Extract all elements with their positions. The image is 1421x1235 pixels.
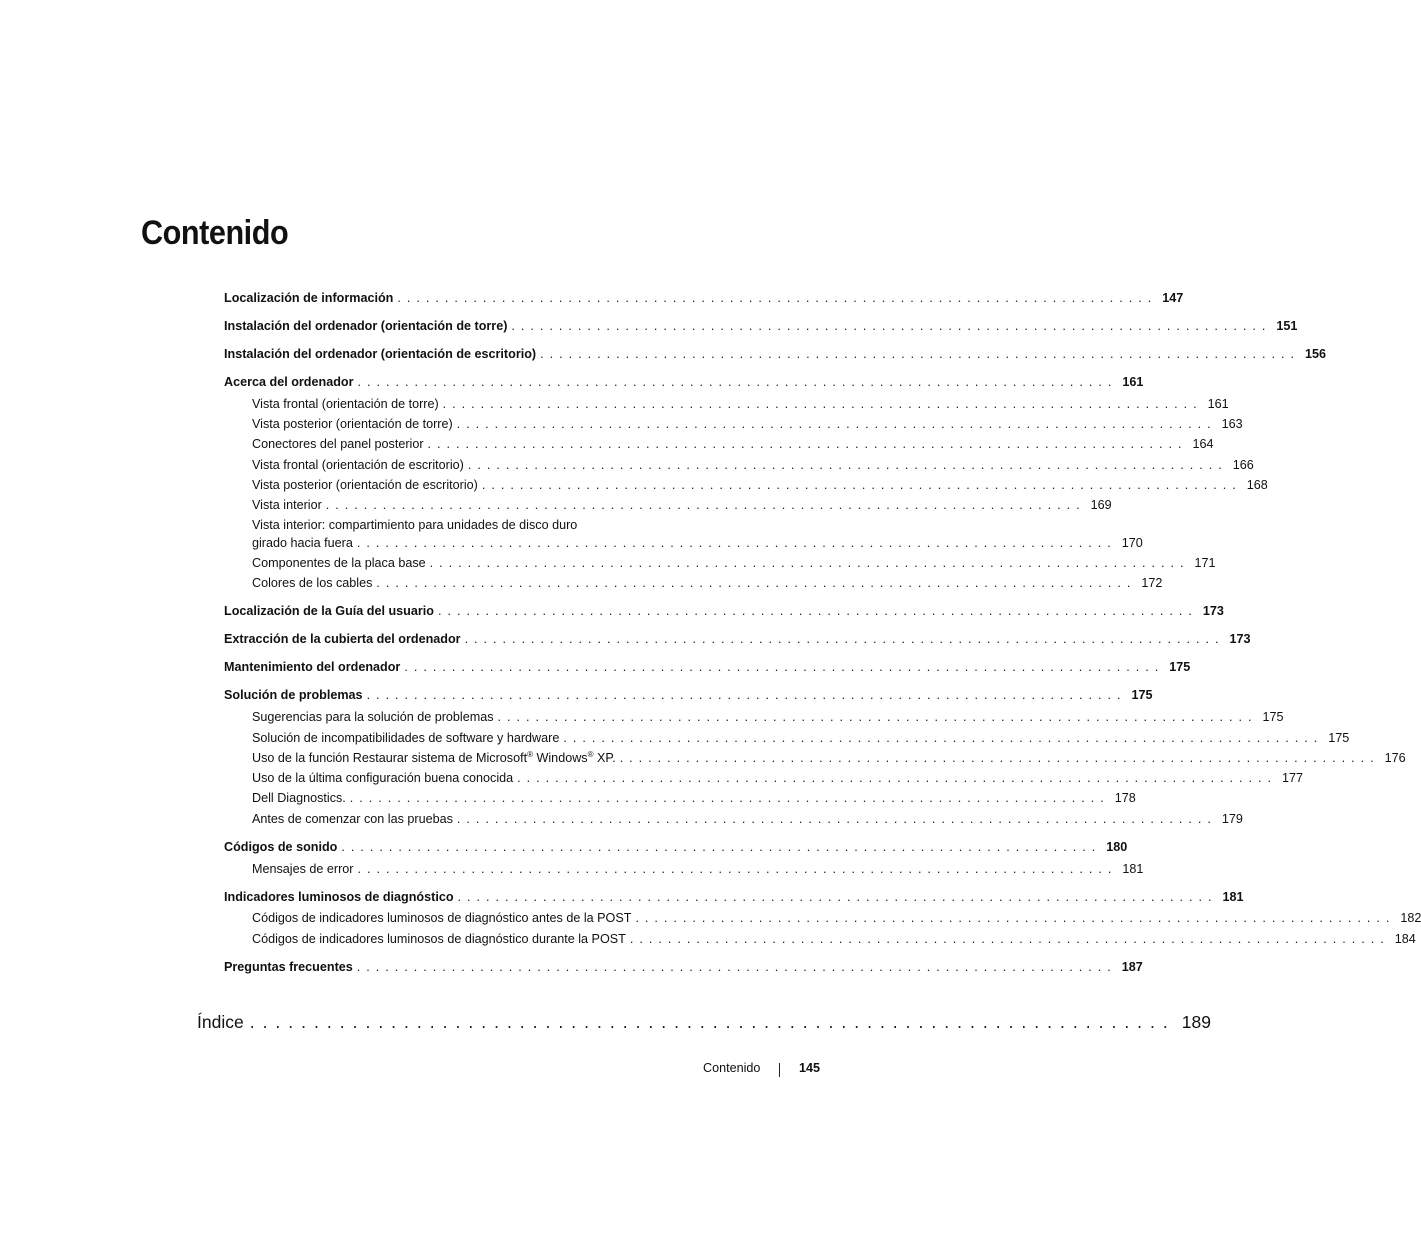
toc-entry[interactable] — [224, 749, 1406, 767]
leader-dots: ................................................................................ — [357, 375, 1118, 389]
toc-entry-label: Instalación del ordenador (orientación de escritorio) — [224, 347, 537, 361]
toc-entry[interactable] — [224, 554, 1216, 572]
toc-entry-label: Vista frontal (orientación de torre) — [252, 397, 439, 411]
toc-entry-label: girado hacia fuera — [252, 536, 353, 550]
toc-entry-page: 172 — [1141, 576, 1163, 590]
toc-entry-page: 161 — [1207, 397, 1229, 411]
toc-entry-page: 175 — [1262, 710, 1284, 724]
toc-entry-page: 147 — [1162, 291, 1184, 305]
toc-entry[interactable] — [224, 435, 1214, 453]
toc-entry-label: Indicadores luminosos de diagnóstico — [224, 890, 454, 904]
toc-entry-label: Vista frontal (orientación de escritorio) — [252, 458, 464, 472]
toc-entry-page: 161 — [1122, 375, 1144, 389]
leader-dots: ................................................................................ — [456, 812, 1217, 826]
toc-entry-page: 175 — [1131, 688, 1153, 702]
index-page: 189 — [1181, 1012, 1211, 1032]
toc-entry-page: 182 — [1400, 911, 1421, 925]
toc-entry[interactable] — [224, 534, 1143, 552]
toc-entry[interactable] — [224, 395, 1229, 413]
toc-entry[interactable] — [224, 708, 1284, 726]
toc-entry[interactable] — [224, 496, 1112, 514]
page-title: Contenido — [141, 214, 289, 252]
toc-entry-label: Códigos de sonido — [224, 840, 338, 854]
toc-entry-label: Acerca del ordenador — [224, 375, 354, 389]
toc-entry-page: 177 — [1282, 771, 1304, 785]
toc-entry-label: Conectores del panel posterior — [252, 437, 424, 451]
leader-dots: ................................................................................ — [511, 319, 1272, 333]
toc-entry-label: Solución de problemas — [224, 688, 363, 702]
toc-entry-page: 178 — [1114, 791, 1136, 805]
toc-entry-page: 173 — [1229, 632, 1251, 646]
toc-entry[interactable] — [224, 630, 1251, 648]
toc-entry-page: 184 — [1394, 932, 1416, 946]
leader-dots: ................................................................................ — [376, 576, 1137, 590]
toc-entry-page: 169 — [1090, 498, 1112, 512]
toc-entry-page: 181 — [1222, 890, 1244, 904]
toc-entry[interactable] — [224, 317, 1298, 335]
toc-entry-page: 175 — [1328, 731, 1350, 745]
leader-dots: ................................................................................ — [356, 536, 1117, 550]
leader-dots: ................................................................................ — [467, 458, 1228, 472]
toc-entry-label: Códigos de indicadores luminosos de diagnóstico durante la POST — [252, 932, 626, 946]
leader-dots: ................................................................................ — [397, 291, 1158, 305]
toc-entry-label: Vista interior — [252, 498, 322, 512]
toc-entry-label: Instalación del ordenador (orientación de torre) — [224, 319, 508, 333]
toc-entry-label: Solución de incompatibilidades de software y hardware — [252, 731, 560, 745]
toc-entry[interactable] — [224, 860, 1144, 878]
toc-entry-label: Uso de la función Restaurar sistema de Microsoft® Windows® XP. — [252, 749, 616, 765]
toc-entry-page: 164 — [1192, 437, 1214, 451]
toc-entry[interactable] — [224, 789, 1136, 807]
toc-entry-label: Preguntas frecuentes — [224, 960, 353, 974]
toc-entry-page: 163 — [1221, 417, 1243, 431]
leader-dots: ................................................................................ — [540, 347, 1301, 361]
toc-entry[interactable] — [224, 345, 1327, 363]
toc-entry-label: Antes de comenzar con las pruebas — [252, 812, 453, 826]
toc-entry-page: 173 — [1202, 604, 1224, 618]
toc-entry[interactable] — [224, 810, 1243, 828]
toc-entry-label: Mantenimiento del ordenador — [224, 660, 401, 674]
leader-dots: ........................................................................ — [249, 1012, 1176, 1032]
toc-entry[interactable] — [224, 476, 1268, 494]
toc-entry-label: Vista posterior (orientación de torre) — [252, 417, 453, 431]
leader-dots: ................................................................................ — [464, 632, 1225, 646]
leader-dots: ................................................................................ — [517, 771, 1278, 785]
toc-entry[interactable] — [224, 456, 1254, 474]
leader-dots: ................................................................................ — [366, 688, 1127, 702]
leader-dots: ................................................................................ — [429, 556, 1190, 570]
toc-entry[interactable] — [224, 289, 1184, 307]
leader-dots: ................................................................................ — [404, 660, 1165, 674]
toc-entry-page: 168 — [1246, 478, 1268, 492]
toc-entry-label: Dell Diagnostics. — [252, 791, 346, 805]
toc-entry-label: Vista posterior (orientación de escritorio) — [252, 478, 478, 492]
toc-entry[interactable] — [224, 415, 1243, 433]
toc-entry[interactable] — [224, 909, 1421, 927]
toc-entry[interactable] — [224, 888, 1244, 906]
toc-entry[interactable] — [224, 602, 1224, 620]
footer-divider — [779, 1063, 780, 1077]
toc-entry-page: 176 — [1384, 751, 1406, 765]
leader-dots: ................................................................................ — [563, 731, 1324, 745]
leader-dots: ................................................................................ — [619, 751, 1380, 765]
toc-entry-label: Códigos de indicadores luminosos de diagnóstico antes de la POST — [252, 911, 632, 925]
toc-entry-label: Uso de la última configuración buena conocida — [252, 771, 514, 785]
toc-entry-label: Extracción de la cubierta del ordenador — [224, 632, 461, 646]
toc-entry[interactable] — [224, 958, 1143, 976]
leader-dots: ................................................................................ — [356, 960, 1117, 974]
toc-entry-page: 151 — [1276, 319, 1298, 333]
toc-entry[interactable] — [224, 686, 1153, 704]
toc-entry-page: 170 — [1121, 536, 1143, 550]
toc-entry[interactable] — [224, 658, 1191, 676]
toc-entry-label: Localización de la Guía del usuario — [224, 604, 434, 618]
toc-entry-page: 181 — [1122, 862, 1144, 876]
toc-entry-label: Sugerencias para la solución de problemas — [252, 710, 494, 724]
toc-entry-page: 175 — [1169, 660, 1191, 674]
toc-entry-page: 187 — [1121, 960, 1143, 974]
toc-entry-label: Colores de los cables — [252, 576, 373, 590]
toc-entry[interactable] — [224, 838, 1128, 856]
toc-entry-page: 171 — [1194, 556, 1216, 570]
leader-dots: ................................................................................ — [357, 862, 1118, 876]
leader-dots: ................................................................................ — [635, 911, 1396, 925]
leader-dots: ................................................................................ — [349, 791, 1110, 805]
leader-dots: ................................................................................ — [629, 932, 1390, 946]
index-label: Índice — [197, 1012, 244, 1032]
leader-dots: ................................................................................ — [427, 437, 1188, 451]
leader-dots: ................................................................................ — [457, 890, 1218, 904]
index-entry[interactable] — [197, 1011, 1211, 1033]
toc-entry-page: 166 — [1232, 458, 1254, 472]
toc-entry[interactable] — [224, 930, 1416, 948]
toc-entry[interactable] — [224, 574, 1163, 592]
toc-entry[interactable] — [224, 516, 685, 534]
toc-entry[interactable] — [224, 769, 1304, 787]
toc-entry-label: Mensajes de error — [252, 862, 354, 876]
leader-dots: ................................................................................ — [325, 498, 1086, 512]
toc-entry[interactable] — [224, 373, 1144, 391]
leader-dots: ................................................................................ — [437, 604, 1198, 618]
leader-dots: ................................................................................ — [497, 710, 1258, 724]
toc-entry-page: 180 — [1106, 840, 1128, 854]
toc-entry-label: Localización de información — [224, 291, 394, 305]
leader-dots: ................................................................................ — [481, 478, 1242, 492]
footer-section: Contenido — [703, 1061, 761, 1075]
leader-dots: ................................................................................ — [341, 840, 1102, 854]
leader-dots: ................................................................................ — [442, 397, 1203, 411]
toc-entry[interactable] — [224, 729, 1350, 747]
footer-page-number: 145 — [799, 1061, 821, 1075]
toc-entry-label: Componentes de la placa base — [252, 556, 426, 570]
toc-entry-label: Vista interior: compartimiento para unidades de disco duro — [252, 518, 578, 532]
toc-entry-page: 156 — [1305, 347, 1327, 361]
leader-dots: ................................................................................ — [456, 417, 1217, 431]
toc-entry-page: 179 — [1221, 812, 1243, 826]
